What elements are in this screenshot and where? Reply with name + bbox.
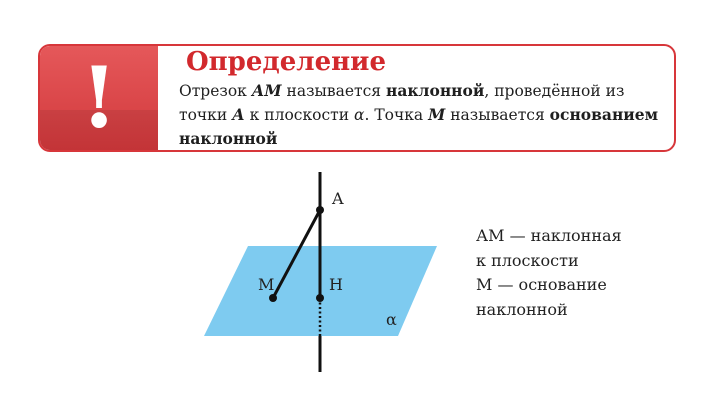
side-note-line-1: АМ — наклонная: [476, 226, 622, 245]
label-point-m: M: [258, 275, 275, 294]
side-note-line-2: к плоскости: [476, 250, 579, 270]
def-text-3: называется: [281, 82, 386, 100]
def-text-11: называется: [445, 106, 550, 124]
label-point-a: A: [332, 189, 344, 208]
def-point-a: А: [232, 105, 245, 124]
side-note-line-4: наклонной: [476, 299, 568, 319]
exclamation-icon: !: [80, 48, 118, 147]
point-h-dot: [316, 294, 324, 302]
def-text-1: Отрезок: [179, 82, 252, 100]
def-term-base: основанием наклонной: [179, 105, 659, 148]
point-m-dot: [269, 294, 277, 302]
point-a-dot: [316, 206, 324, 214]
def-term-slant: наклонной: [385, 81, 485, 100]
label-plane-alpha: α: [386, 310, 397, 329]
def-point-m: М: [428, 105, 446, 124]
def-text-9: . Точка: [364, 106, 429, 124]
side-note: [476, 224, 676, 322]
side-note-line-3: М — основание: [476, 275, 607, 294]
def-plane-alpha: α: [354, 106, 365, 124]
definition-title: Определение: [186, 47, 387, 77]
def-text-5: , проведённой из точки: [179, 82, 625, 124]
def-segment-am: АМ: [251, 81, 282, 100]
def-text-7: к плоскости: [244, 106, 354, 124]
label-point-h: H: [329, 275, 343, 294]
